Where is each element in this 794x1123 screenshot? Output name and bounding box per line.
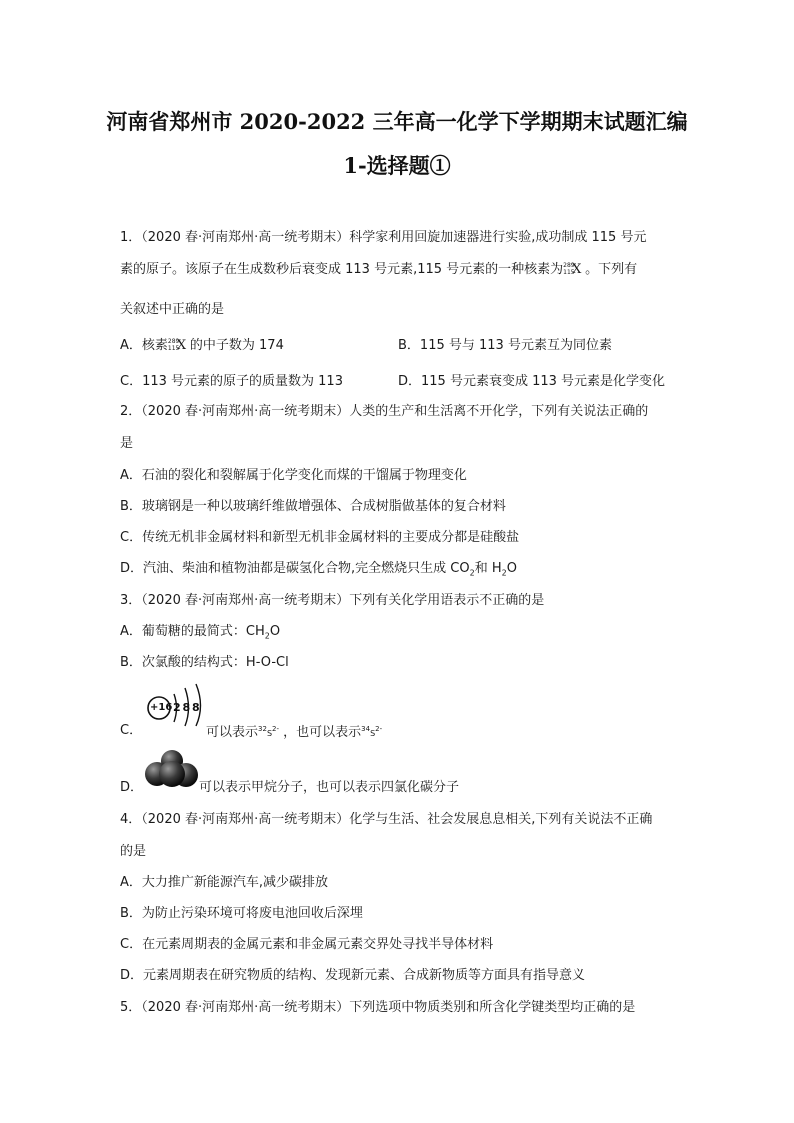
- nuclide-mass-number-a: 289: [167, 338, 180, 345]
- nuclide-atomic-number-a: 115: [167, 345, 180, 352]
- q5-stem-line1: 5．（2020 春·河南郑州·高一统考期末）下列选项中物质类别和所含化学键类型均正确的是: [120, 1000, 636, 1015]
- q3-option-a-text: A．葡萄糖的最简式：CH: [120, 624, 265, 639]
- q1-stem-line1: 1．（2020 春·河南郑州·高一统考期末）科学家利用回旋加速器进行实验,成功制成 115 号元: [120, 230, 647, 245]
- q1-option-d: D．115 号元素衰变成 113 号元素是化学变化: [398, 374, 666, 389]
- ch2o-subscript: 2: [264, 631, 270, 641]
- q3-option-c-text1: 可以表示: [206, 725, 259, 740]
- co2-subscript: 2: [469, 568, 475, 578]
- q1-stem-line2-text: 素的原子。该原子在生成数秒后衰变成 113 号元素,115 号元素的一种核素为: [120, 262, 564, 277]
- q1-option-b: B．115 号与 113 号元素互为同位素: [398, 338, 612, 353]
- q2-option-d-post: O: [506, 561, 517, 576]
- q2-stem-line1: 2．（2020 春·河南郑州·高一统考期末）人类的生产和生活离不开化学，下列有关说法正确的: [120, 404, 649, 419]
- q1-option-a: [120, 338, 284, 354]
- q1-option-a-pre: A．核素: [120, 338, 168, 353]
- q2-option-d-mid: 和 H: [474, 561, 502, 576]
- q2-option-b: B．玻璃钢是一种以玻璃纤维做增强体、合成树脂做基体的复合材料: [120, 499, 506, 514]
- q3-option-a-post: O: [269, 624, 281, 639]
- q3-option-b: B．次氯酸的结构式：H-O-Cl: [120, 655, 289, 670]
- model-atom-center: [159, 761, 185, 787]
- q2-stem-line2: 是: [120, 436, 134, 451]
- nucleus-charge: +16: [150, 702, 173, 713]
- q4-option-b: B．为防止污染环境可将废电池回收后深埋: [120, 906, 363, 921]
- q3-option-a: [120, 624, 280, 640]
- s34-element: S: [370, 729, 376, 738]
- q3-option-c-text: [206, 721, 382, 742]
- h2o-subscript: 2: [501, 568, 507, 578]
- q4-stem-line2: 的是: [120, 844, 147, 859]
- nuclide-element: X: [572, 262, 582, 277]
- s32-element: S: [266, 729, 273, 738]
- q4-option-c: C．在元素周期表的金属元素和非金属元素交界处寻找半导体材料: [120, 937, 494, 952]
- nuclide-atomic-number: 115: [563, 269, 575, 276]
- s34-charge: 2-: [375, 725, 383, 733]
- sulfide-ion-structure-diagram: [144, 680, 208, 728]
- q2-option-d: [120, 561, 517, 577]
- q1-stem-line2-end: 。下列有: [585, 262, 638, 277]
- space-filling-model-image: [144, 748, 200, 790]
- nuclide-mass-number: 289: [563, 262, 575, 269]
- nuclide-element-a: X: [176, 338, 187, 353]
- document-title-line2: 1-选择题①: [343, 153, 451, 178]
- q3-option-c-text2: ，也可以表示: [283, 725, 362, 740]
- document-title-line1: 河南省郑州市 2020-2022 三年高一化学下学期期末试题汇编: [106, 109, 688, 134]
- s32-charge: 2-: [272, 725, 279, 733]
- q4-stem-line1: 4．（2020 春·河南郑州·高一统考期末）化学与生活、社会发展息息相关,下列有关说法不正确: [120, 812, 653, 827]
- q3-option-d-text: 可以表示甲烷分子，也可以表示四氯化碳分子: [199, 780, 460, 795]
- q2-option-c: C．传统无机非金属材料和新型无机非金属材料的主要成分都是硅酸盐: [120, 530, 520, 545]
- q4-option-a: A．大力推广新能源汽车,减少碳排放: [120, 875, 329, 890]
- q2-option-a: A．石油的裂化和裂解属于化学变化而煤的干馏属于物理变化: [120, 468, 467, 483]
- q4-option-d: D．元素周期表在研究物质的结构、发现新元素、合成新物质等方面具有指导意义: [120, 968, 586, 983]
- electron-counts: 2 8 8: [173, 701, 199, 714]
- s32-mass: 32: [258, 725, 267, 733]
- q1-stem-line3: 关叙述中正确的是: [120, 302, 225, 317]
- q3-stem-line1: 3．（2020 春·河南郑州·高一统考期末）下列有关化学用语表示不正确的是: [120, 593, 545, 608]
- q3-option-d-label: D．: [120, 780, 144, 795]
- q1-option-a-post: 的中子数为 174: [189, 338, 284, 353]
- s34-mass: 34: [361, 725, 371, 733]
- nuclide-symbol: [563, 262, 585, 278]
- q1-stem-line2: [120, 262, 637, 278]
- q2-option-d-pre: D．汽油、柴油和植物油都是碳氢化合物,完全燃烧只生成 CO: [120, 561, 470, 576]
- nuclide-symbol-a: [168, 338, 190, 354]
- q1-option-c: C．113 号元素的原子的质量数为 113: [120, 374, 343, 389]
- q3-option-c-label: C．: [120, 723, 143, 738]
